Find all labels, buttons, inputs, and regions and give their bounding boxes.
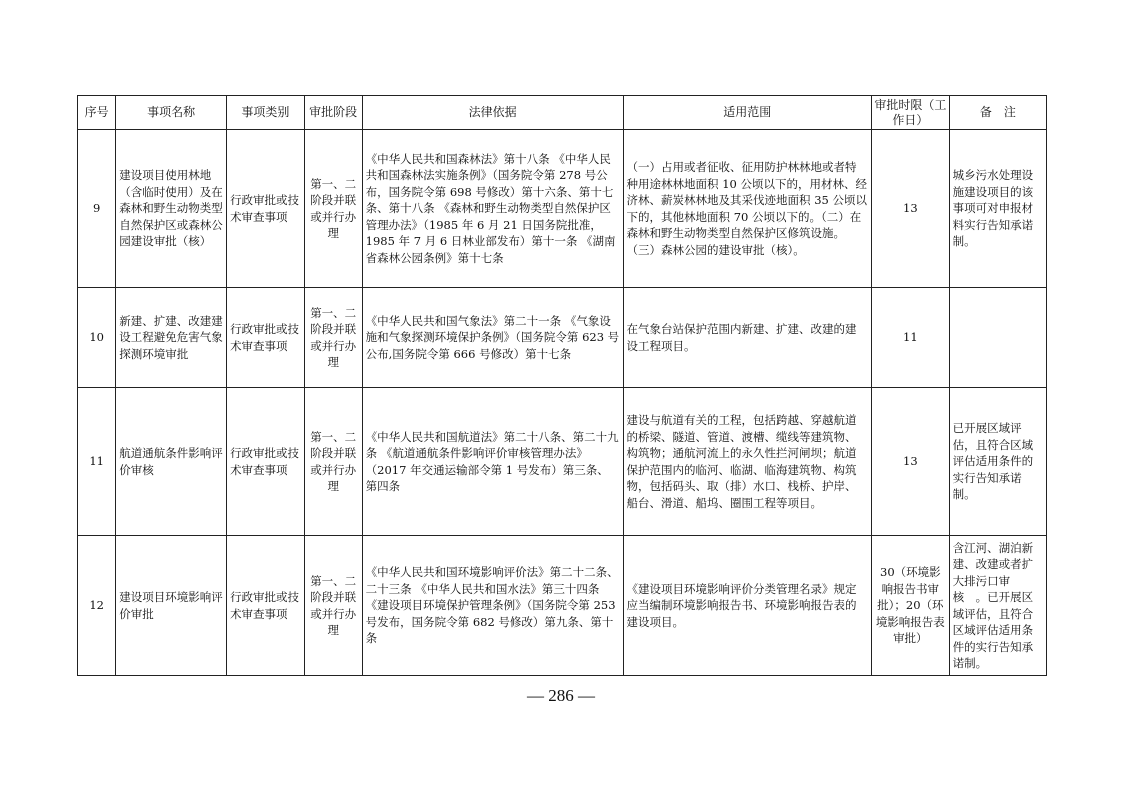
header-category: 事项类别 — [227, 96, 305, 130]
row-basis: 《中华人民共和国航道法》第二十八条、第二十九条 《航道通航条件影响评价审核管理办法》（2017 年交通运输部令第 1 号发布）第三条、第四条 — [362, 388, 623, 536]
row-basis: 《中华人民共和国气象法》第二十一条 《气象设施和气象探测环境保护条例》（国务院令第 623 号公布,国务院令第 666 号修改）第十七条 — [362, 288, 623, 388]
header-name: 事项名称 — [116, 96, 227, 130]
row-stage: 第一、二阶段并联或并行办理 — [304, 130, 362, 288]
table-row — [78, 130, 1047, 288]
row-name: 航道通航条件影响评价审核 — [116, 388, 227, 536]
row-scope: （一）占用或者征收、征用防护林林地或者特种用途林林地面积 10 公顷以下的，用材林、经济林、薪炭林林地及其采伐迹地面积 35 公顷以下的，其他林地面积 70 公顷以下的。（二）在森林和野生动物类型自然保护区修筑设施。（三）森林公园的建设审批（核）。 — [623, 130, 871, 288]
row-name: 建设项目使用林地（含临时使用）及在森林和野生动物类型自然保护区或森林公园建设审批（核） — [116, 130, 227, 288]
row-stage: 第一、二阶段并联或并行办理 — [304, 288, 362, 388]
page-number: — 286 — — [527, 686, 595, 705]
header-no: 序号 — [78, 96, 116, 130]
row-category: 行政审批或技术审查事项 — [227, 388, 305, 536]
row-no: 12 — [78, 536, 116, 676]
header-stage: 审批阶段 — [304, 96, 362, 130]
table-row — [78, 536, 1047, 676]
row-remark — [949, 288, 1046, 388]
row-category: 行政审批或技术审查事项 — [227, 536, 305, 676]
row-scope: 在气象台站保护范围内新建、扩建、改建的建设工程项目。 — [623, 288, 871, 388]
row-basis: 《中华人民共和国环境影响评价法》第二十二条、二十三条 《中华人民共和国水法》第三十四条 《建设项目环境保护管理条例》（国务院令第 253 号发布，国务院令第 682 号修改）第九条、第十条 — [362, 536, 623, 676]
approval-items-table — [77, 95, 1047, 676]
row-limit: 30（环境影响报告书审批）；20（环境影响报告表审批） — [872, 536, 950, 676]
row-name: 新建、扩建、改建建设工程避免危害气象探测环境审批 — [116, 288, 227, 388]
row-no: 10 — [78, 288, 116, 388]
table-row — [78, 288, 1047, 388]
header-limit: 审批时限（工作日） — [872, 96, 950, 130]
row-limit: 11 — [872, 288, 950, 388]
row-name: 建设项目环境影响评价审批 — [116, 536, 227, 676]
table-row — [78, 388, 1047, 536]
row-no: 9 — [78, 130, 116, 288]
row-remark: 城乡污水处理设施建设项目的该事项可对申报材料实行告知承诺制。 — [949, 130, 1046, 288]
row-stage: 第一、二阶段并联或并行办理 — [304, 388, 362, 536]
header-basis: 法律依据 — [362, 96, 623, 130]
header-scope: 适用范围 — [623, 96, 871, 130]
row-remark: 已开展区域评估，且符合区域评估适用条件的实行告知承诺制。 — [949, 388, 1046, 536]
row-category: 行政审批或技术审查事项 — [227, 130, 305, 288]
row-scope: 《建设项目环境影响评价分类管理名录》规定应当编制环境影响报告书、环境影响报告表的建设项目。 — [623, 536, 871, 676]
header-row — [78, 96, 1047, 130]
row-basis: 《中华人民共和国森林法》第十八条 《中华人民共和国森林法实施条例》（国务院令第 278 号公布，国务院令第 698 号修改）第十六条、第十七条、第十八条 《森林和野生动物类型自然保护区管理办法》（1985 年 6 月 21 日国务院批准，1985 年 7 月 6 日林业部发布）第十一条 《湖南省森林公园条例》第十七条 — [362, 130, 623, 288]
row-scope: 建设与航道有关的工程，包括跨越、穿越航道的桥梁、隧道、管道、渡槽、缆线等建筑物、构筑物；通航河流上的永久性拦河闸坝；航道保护范围内的临河、临湖、临海建筑物、构筑物，包括码头、取（排）水口、栈桥、护岸、船台、滑道、船坞、圈围工程等项目。 — [623, 388, 871, 536]
header-remark: 备 注 — [949, 96, 1046, 130]
row-limit: 13 — [872, 388, 950, 536]
row-category: 行政审批或技术审查事项 — [227, 288, 305, 388]
row-stage: 第一、二阶段并联或并行办理 — [304, 536, 362, 676]
row-no: 11 — [78, 388, 116, 536]
row-remark: 含江河、湖泊新建、改建或者扩大排污口审核 。已开展区域评估，且符合区域评估适用条件的实行告知承诺制。 — [949, 536, 1046, 676]
row-limit: 13 — [872, 130, 950, 288]
